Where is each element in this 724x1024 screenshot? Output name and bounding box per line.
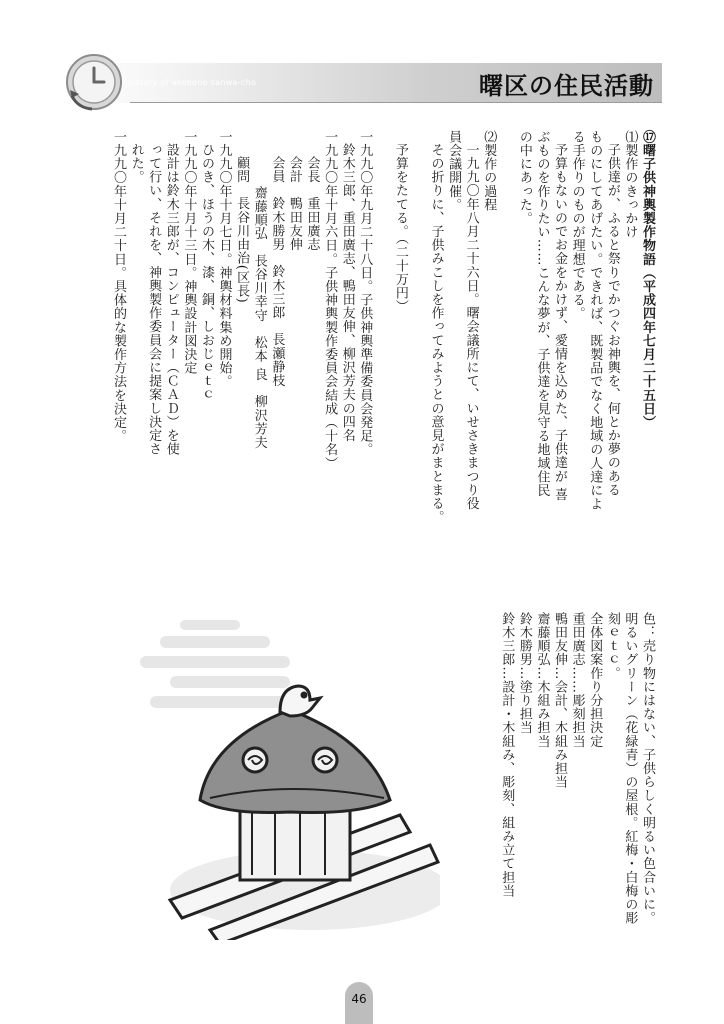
detail-text-line: 全体図案作り分担決定 — [587, 612, 603, 748]
detail-text-line: 明るいグリーン（花緑青）の屋根。紅梅・白梅の彫 — [622, 612, 638, 925]
header-subtitle: history of akebono sanwa-cho — [128, 78, 257, 87]
page-number: 46 — [351, 992, 367, 1006]
body-text-line: 一九九〇年十月二十日。具体的な製作方法を決定。 — [110, 130, 126, 443]
body-text-line — [409, 130, 427, 560]
body-text-line: ぶものを作りたい……こんな夢が、子供達を見守る地域住民 — [534, 130, 550, 498]
body-text-line — [497, 130, 515, 560]
body-text-line: 設計は鈴木三郎が、コンピューター（ＣＡＤ）を使 — [163, 143, 179, 456]
body-text-line: ものにしてあげたい。できれば、既製品でなく地域の人達によ — [587, 130, 603, 511]
detail-text-line: 鈴木三郎…設計・木組み、彫刻、組み立て担当 — [499, 612, 515, 898]
body-text-line: 員会議開催。 — [446, 130, 462, 212]
body-text-line: 会長 重田廣志 — [304, 156, 320, 252]
detail-text-block — [498, 612, 656, 942]
detail-text-line: 重田廣志……彫刻担当 — [569, 612, 585, 748]
body-text-line: 一九九〇年十月七日。神輿材料集め開始。 — [216, 130, 232, 389]
body-text-line: 鈴木三郎、重田廣志、鴨田友伸、柳沢芳夫の四名 — [339, 143, 355, 443]
body-text-line: 会計 鴨田友伸 — [286, 156, 302, 252]
body-text-line: 一九九〇年八月二十六日。曙会議所にて、いせさきまつり役 — [463, 143, 479, 511]
body-text-line: ひのき、ほうの木、漆、銅、しおじｅｔｃ — [198, 143, 214, 402]
body-text-line: ⑴製作のきっかけ — [622, 130, 638, 239]
body-text-line: る手作りのものが理想である。 — [569, 130, 585, 321]
body-text-line: その折りに、子供みこしを作ってみようとの意見がまとまる。 — [428, 143, 444, 524]
body-text-line: 一九九〇年九月二十八日。子供神輿準備委員会発足。 — [357, 130, 373, 457]
body-text-line: 予算もないのでお金をかけず、愛情を込めた、子供達が 喜 — [552, 143, 568, 502]
body-text-line: れた。 — [128, 143, 144, 184]
body-text-line: 子供達が、ふると祭りでかつぐお神輿を、何とか夢のある — [604, 143, 620, 497]
main-text-block — [109, 130, 656, 560]
body-text-line: 一九九〇年十月六日。子供神輿製作委員会結成（十名） — [322, 130, 338, 470]
detail-text-line: 齋藤順弘…木組み担当 — [534, 612, 550, 748]
body-text-line — [373, 130, 391, 560]
body-text-line: ⑰曙子供神輿製作物語（平成四年七月二十五日） — [640, 130, 655, 430]
mikoshi-illustration — [140, 600, 440, 940]
detail-text-line: 鈴木勝男…塗り担当 — [516, 612, 532, 735]
body-text-line: 一九九〇年十月十三日。神輿設計図決定 — [181, 130, 197, 375]
detail-text-line: 色：売り物にはない、子供らしく明るい色合いに。 — [640, 612, 655, 925]
body-text-line: 顧問 長谷川由治(区長) — [234, 156, 250, 304]
clock-logo-icon — [64, 52, 124, 112]
body-text-line: の中にあった。 — [516, 130, 532, 226]
page-title: 曙区の住民活動 — [479, 72, 654, 100]
body-text-line: 予算をたてる。（二十万円） — [392, 143, 408, 314]
body-text-line: ⑵製作の過程 — [481, 130, 497, 212]
body-text-line: って行い、それを、神輿製作委員会に提案し決定さ — [146, 143, 162, 456]
detail-text-line: 刻ｅｔｃ。 — [604, 612, 620, 680]
header-rule — [130, 102, 662, 103]
body-text-line: 会員 鈴木勝男 鈴木三郎 長瀬静枝 — [269, 156, 285, 388]
body-text-line: 齋藤順弘 長谷川幸守 松本 良 柳沢芳夫 — [251, 186, 267, 450]
detail-text-line: 鴨田友伸…会計、木組み担当 — [552, 612, 568, 789]
